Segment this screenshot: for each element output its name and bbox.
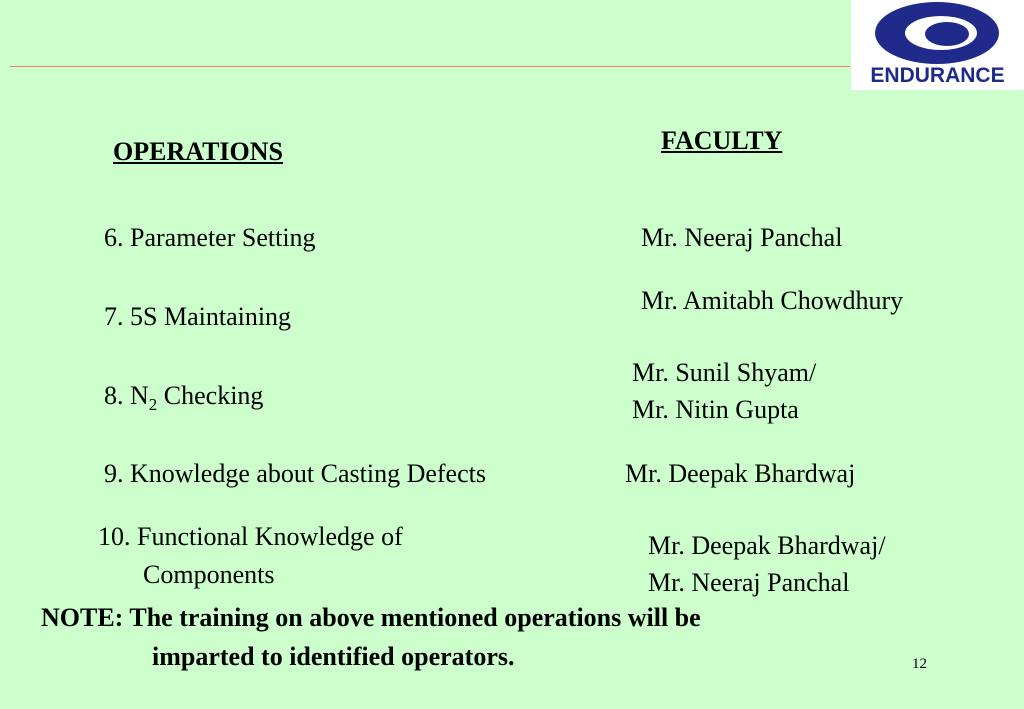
operation-suffix: Checking [157, 381, 264, 410]
operations-heading: OPERATIONS [113, 137, 283, 166]
header-rule [10, 66, 850, 67]
faculty-name: Mr. Neeraj Panchal [641, 223, 843, 252]
operation-item: 10. Functional Knowledge of [98, 522, 403, 551]
operation-item: 9. Knowledge about Casting Defects [104, 459, 486, 488]
faculty-name: Mr. Neeraj Panchal [648, 568, 850, 597]
operation-item [104, 378, 263, 423]
operation-item: 6. Parameter Setting [104, 223, 316, 252]
note-line-continued: imparted to identified operators. [152, 642, 515, 671]
operation-prefix: 8. N [104, 381, 149, 410]
faculty-name: Mr. Sunil Shyam/ [632, 358, 817, 387]
faculty-name: Mr. Amitabh Chowdhury [641, 286, 904, 315]
faculty-heading: FACULTY [661, 126, 783, 155]
faculty-name: Mr. Deepak Bhardwaj [625, 459, 856, 488]
faculty-name: Mr. Deepak Bhardwaj/ [648, 531, 886, 560]
page-number: 12 [912, 656, 927, 672]
operation-item-continued: Components [143, 560, 275, 589]
note-line: NOTE: The training on above mentioned operations will be [41, 603, 701, 632]
logo-text: ENDURANCE [870, 64, 1005, 87]
operation-item: 7. 5S Maintaining [104, 302, 292, 331]
endurance-emblem-icon [875, 2, 1000, 64]
faculty-name: Mr. Nitin Gupta [632, 395, 799, 424]
operation-subscript: 2 [148, 395, 158, 415]
endurance-logo [851, 0, 1024, 90]
